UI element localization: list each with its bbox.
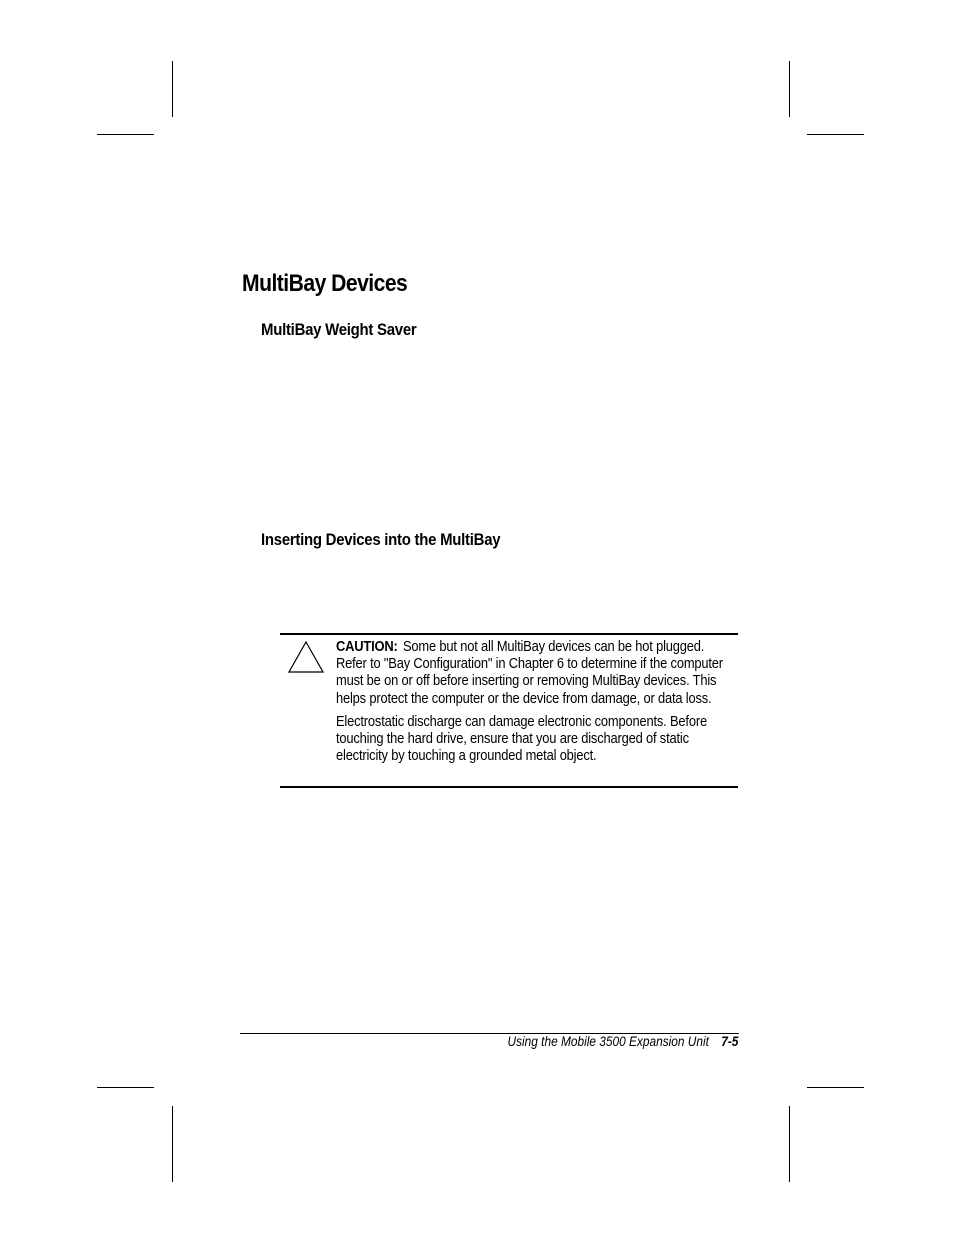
section-heading-weight-saver: MultiBay Weight Saver: [261, 320, 417, 339]
caution-paragraph-1: [336, 639, 737, 708]
crop-mark-bottom-left-vertical: [172, 1106, 173, 1182]
section-heading-inserting-devices: Inserting Devices into the MultiBay: [261, 530, 501, 549]
crop-mark-bottom-left-horizontal: [97, 1087, 154, 1088]
page-footer: [507, 1034, 738, 1049]
page-number: 7-5: [720, 1034, 738, 1049]
crop-mark-bottom-right-horizontal: [807, 1087, 864, 1088]
caution-paragraph-1-body: Some but not all MultiBay devices can be hot plugged. Refer to "Bay Configuration" in Chapter 6 to determine if the computer must be on or off before inserting or removing MultiBay devices. This helps protect the computer or the device from damage, or data loss.: [336, 639, 723, 707]
caution-paragraph-2: Electrostatic discharge can damage electronic components. Before touching the hard drive, ensure that you are discharged of static electricity by touching a grounded metal object.: [336, 713, 707, 765]
caution-box: [280, 633, 738, 788]
crop-mark-top-left-vertical: [172, 61, 173, 117]
page-heading: MultiBay Devices: [242, 270, 408, 297]
footer-title: Using the Mobile 3500 Expansion Unit: [507, 1034, 709, 1049]
caution-text: [336, 639, 736, 765]
crop-mark-top-left-horizontal: [97, 134, 154, 135]
caution-triangle-icon: [288, 641, 324, 673]
crop-mark-top-right-vertical: [789, 61, 790, 117]
caution-label: CAUTION:: [336, 639, 398, 655]
crop-mark-top-right-horizontal: [807, 134, 864, 135]
crop-mark-bottom-right-vertical: [789, 1106, 790, 1182]
